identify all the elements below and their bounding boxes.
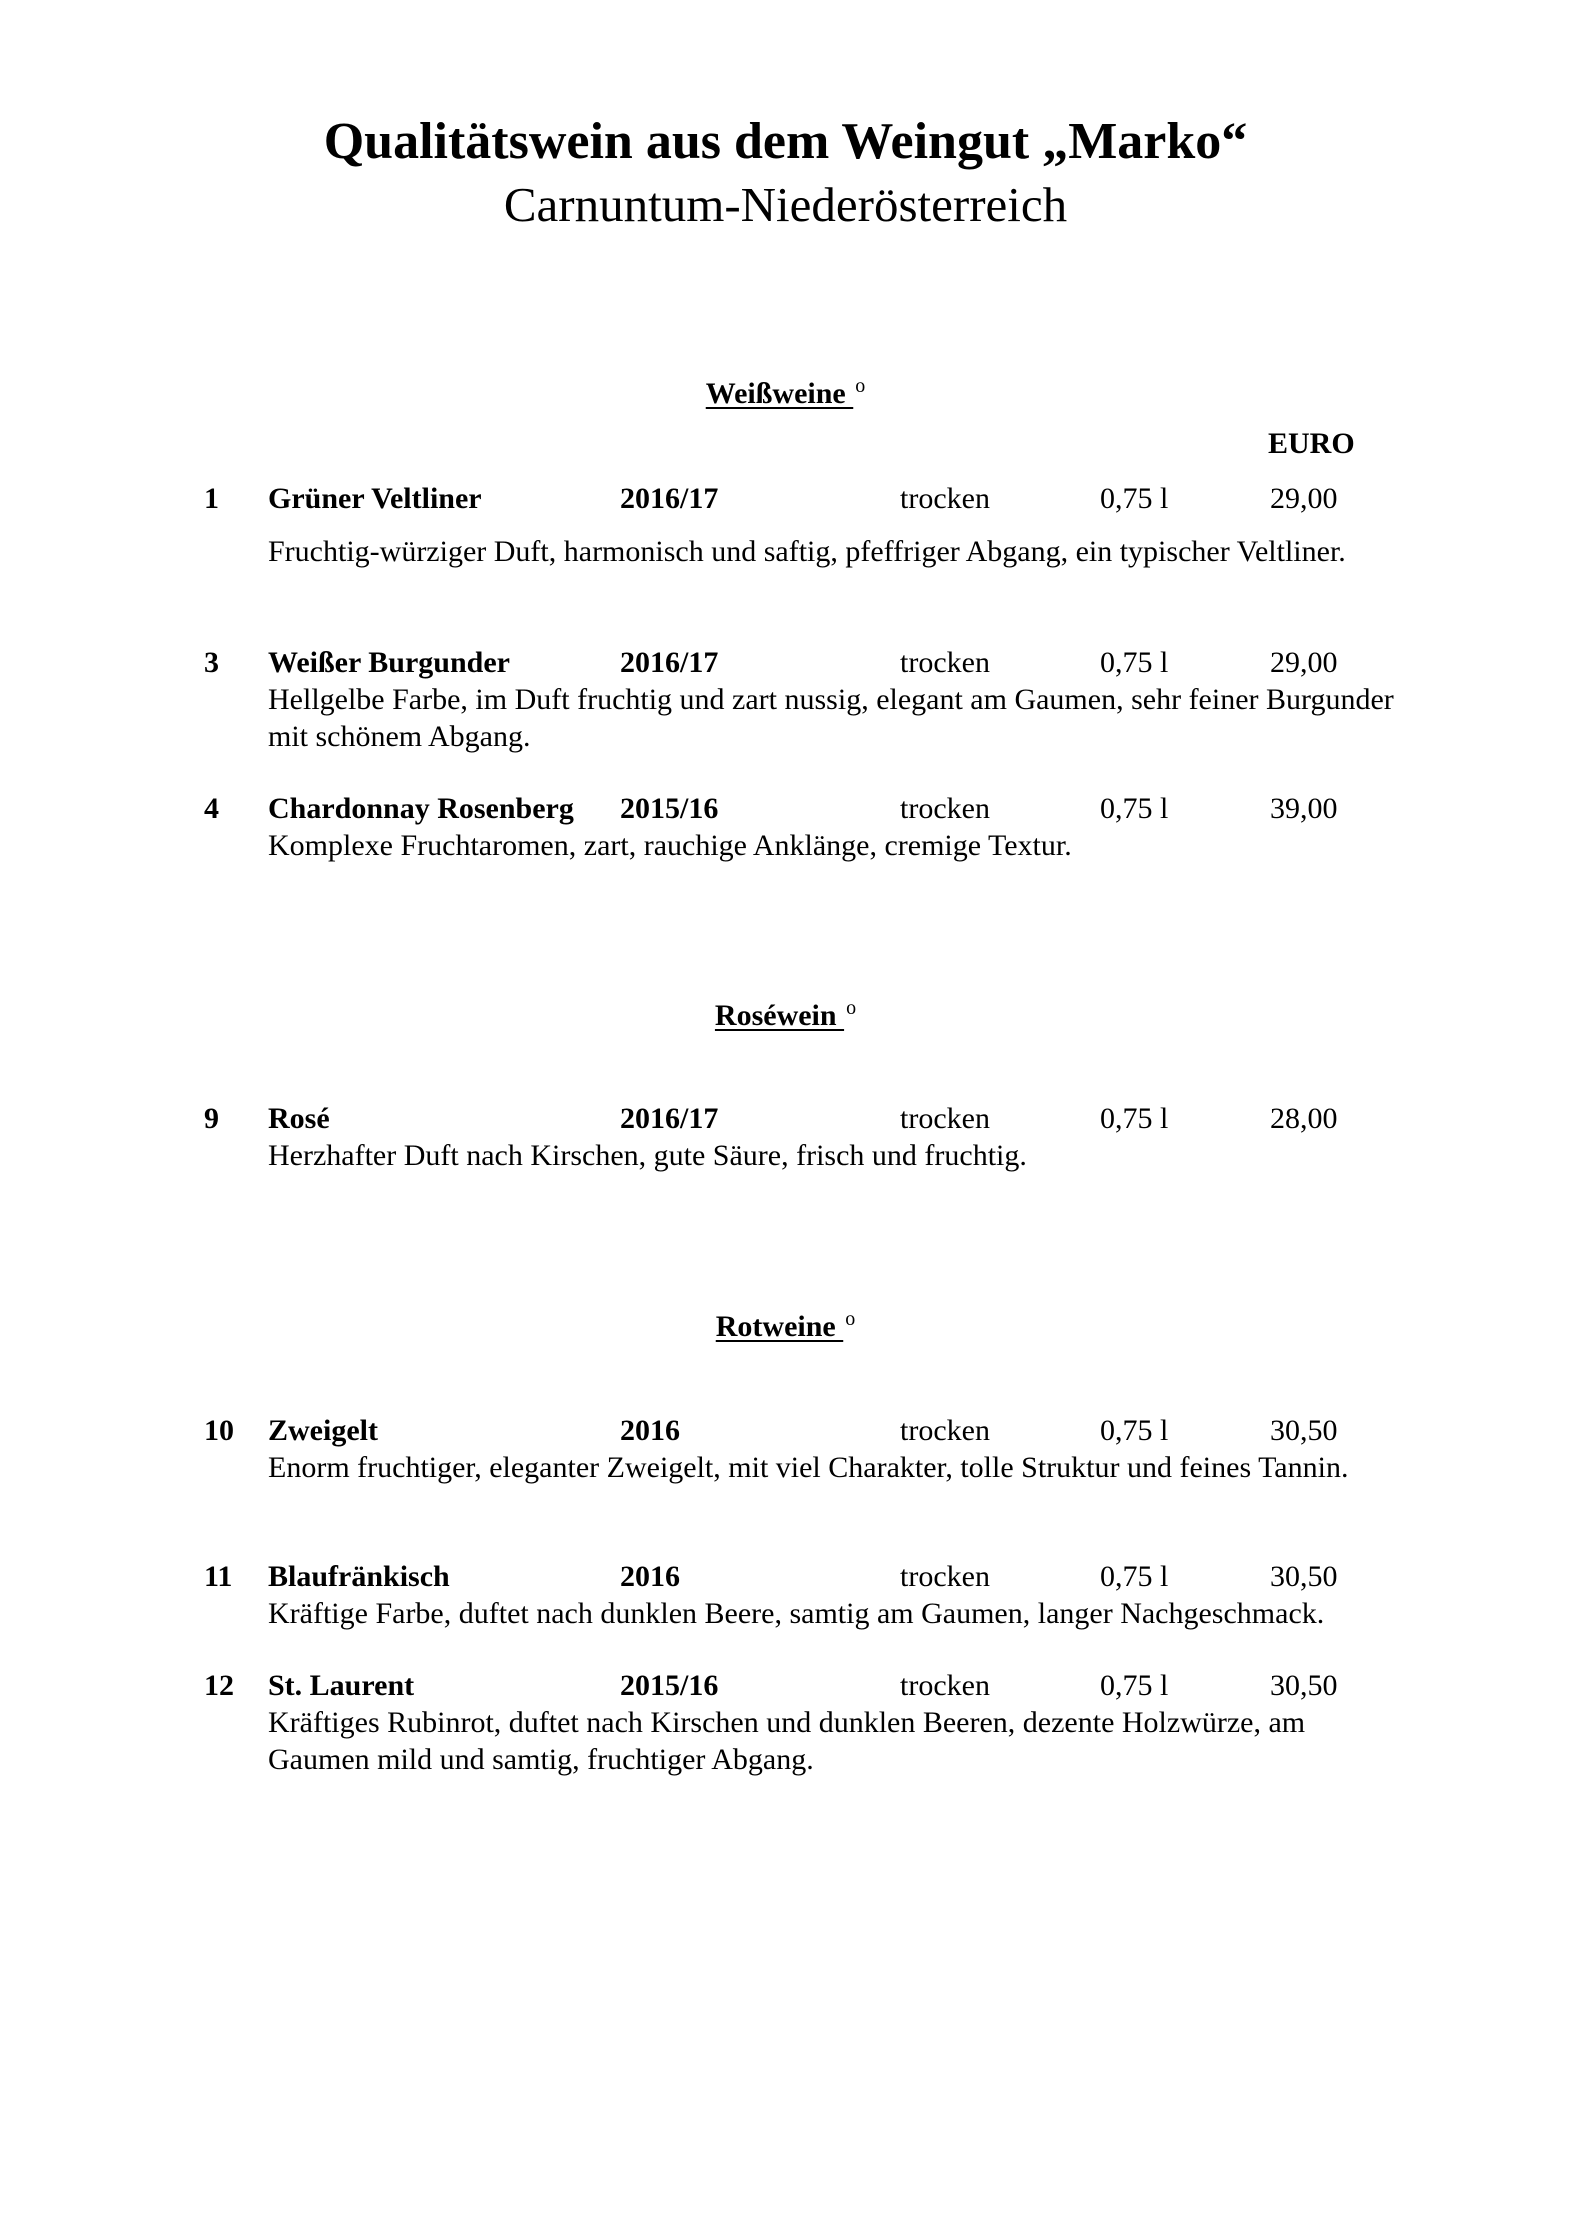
wine-entry bbox=[0, 1668, 1571, 1778]
wine-name: St. Laurent bbox=[268, 1669, 415, 1702]
wine-vintage: 2016/17 bbox=[620, 646, 719, 679]
wine-price: 29,00 bbox=[1270, 646, 1338, 679]
wine-number: 10 bbox=[204, 1414, 234, 1447]
wine-vintage: 2016 bbox=[620, 1560, 680, 1593]
wine-number: 4 bbox=[204, 792, 219, 825]
wine-vintage: 2016/17 bbox=[620, 1102, 719, 1135]
wine-price: 30,50 bbox=[1270, 1560, 1338, 1593]
wine-vintage: 2015/16 bbox=[620, 1669, 719, 1702]
wine-row bbox=[0, 791, 1571, 827]
wine-description: Fruchtig-würziger Duft, harmonisch und saftig, pfeffriger Abgang, ein typischer Veltliner. bbox=[268, 535, 1346, 568]
wine-volume: 0,75 l bbox=[1100, 1102, 1169, 1135]
wine-volume: 0,75 l bbox=[1100, 1414, 1169, 1447]
wine-vintage: 2015/16 bbox=[620, 792, 719, 825]
wine-vintage: 2016 bbox=[620, 1414, 680, 1447]
wine-name: Rosé bbox=[268, 1102, 330, 1135]
wine-style: trocken bbox=[900, 482, 990, 515]
wine-name: Grüner Veltliner bbox=[268, 482, 482, 515]
wine-description: Kräftige Farbe, duftet nach dunklen Beere, samtig am Gaumen, langer Nachgeschmack. bbox=[268, 1597, 1325, 1630]
wine-number: 3 bbox=[204, 646, 219, 679]
wine-entry bbox=[0, 645, 1571, 755]
wine-description: Komplexe Fruchtaromen, zart, rauchige Anklänge, cremige Textur. bbox=[268, 829, 1072, 862]
wine-volume: 0,75 l bbox=[1100, 646, 1169, 679]
wine-row bbox=[0, 1413, 1571, 1449]
wine-name: Chardonnay Rosenberg bbox=[268, 792, 574, 825]
wine-volume: 0,75 l bbox=[1100, 1669, 1169, 1702]
section-heading-marker: o bbox=[845, 1308, 856, 1330]
section-heading-text: Rotweine bbox=[715, 1310, 844, 1343]
wine-style: trocken bbox=[900, 1414, 990, 1447]
wine-description: Kräftiges Rubinrot, duftet nach Kirschen und dunklen Beeren, dezente Holzwürze, am Gaumen mild und samtig, fruchtiger Abgang. bbox=[268, 1706, 1306, 1776]
wine-row bbox=[0, 1668, 1571, 1704]
wine-volume: 0,75 l bbox=[1100, 792, 1169, 825]
wine-entry bbox=[0, 791, 1571, 864]
page-title: Qualitätswein aus dem Weingut „Marko“ bbox=[323, 113, 1248, 170]
wine-row bbox=[0, 1559, 1571, 1595]
wine-number: 12 bbox=[204, 1669, 234, 1702]
wine-row bbox=[0, 1101, 1571, 1137]
section-heading-marker: o bbox=[855, 375, 866, 397]
wine-description: Hellgelbe Farbe, im Duft fruchtig und zart nussig, elegant am Gaumen, sehr feiner Burgunder mit schönem Abgang. bbox=[268, 683, 1394, 753]
wine-price: 30,50 bbox=[1270, 1414, 1338, 1447]
wine-row bbox=[0, 645, 1571, 681]
wine-number: 11 bbox=[204, 1560, 233, 1593]
wine-volume: 0,75 l bbox=[1100, 1560, 1169, 1593]
wine-number: 1 bbox=[204, 482, 219, 515]
wine-vintage: 2016/17 bbox=[620, 482, 719, 515]
section-heading-text: Weißweine bbox=[705, 377, 854, 410]
wine-number: 9 bbox=[204, 1102, 219, 1135]
wine-entry bbox=[0, 481, 1571, 570]
wine-style: trocken bbox=[900, 1102, 990, 1135]
wine-style: trocken bbox=[900, 1560, 990, 1593]
wine-price: 39,00 bbox=[1270, 792, 1338, 825]
page-subtitle: Carnuntum-Niederösterreich bbox=[503, 177, 1068, 232]
wine-description: Enorm fruchtiger, eleganter Zweigelt, mit viel Charakter, tolle Struktur und feines Tannin. bbox=[268, 1451, 1349, 1484]
wine-price: 30,50 bbox=[1270, 1669, 1338, 1702]
wine-row bbox=[0, 481, 1571, 517]
wine-description: Herzhafter Duft nach Kirschen, gute Säure, frisch und fruchtig. bbox=[268, 1139, 1027, 1172]
wine-name: Zweigelt bbox=[268, 1414, 378, 1447]
section-heading-text: Roséwein bbox=[714, 999, 845, 1032]
section-heading-white bbox=[0, 368, 1571, 412]
section-heading-rose bbox=[0, 990, 1571, 1034]
wine-style: trocken bbox=[900, 792, 990, 825]
wine-entry bbox=[0, 1101, 1571, 1174]
currency-label: EURO bbox=[1268, 427, 1355, 460]
wine-name: Blaufränkisch bbox=[268, 1560, 450, 1593]
wine-price: 29,00 bbox=[1270, 482, 1338, 515]
wine-style: trocken bbox=[900, 1669, 990, 1702]
section-heading-red bbox=[0, 1301, 1571, 1345]
wine-style: trocken bbox=[900, 646, 990, 679]
wine-price: 28,00 bbox=[1270, 1102, 1338, 1135]
wine-entry bbox=[0, 1559, 1571, 1632]
wine-volume: 0,75 l bbox=[1100, 482, 1169, 515]
section-heading-marker: o bbox=[846, 997, 857, 1019]
wine-name: Weißer Burgunder bbox=[268, 646, 510, 679]
wine-entry bbox=[0, 1413, 1571, 1486]
